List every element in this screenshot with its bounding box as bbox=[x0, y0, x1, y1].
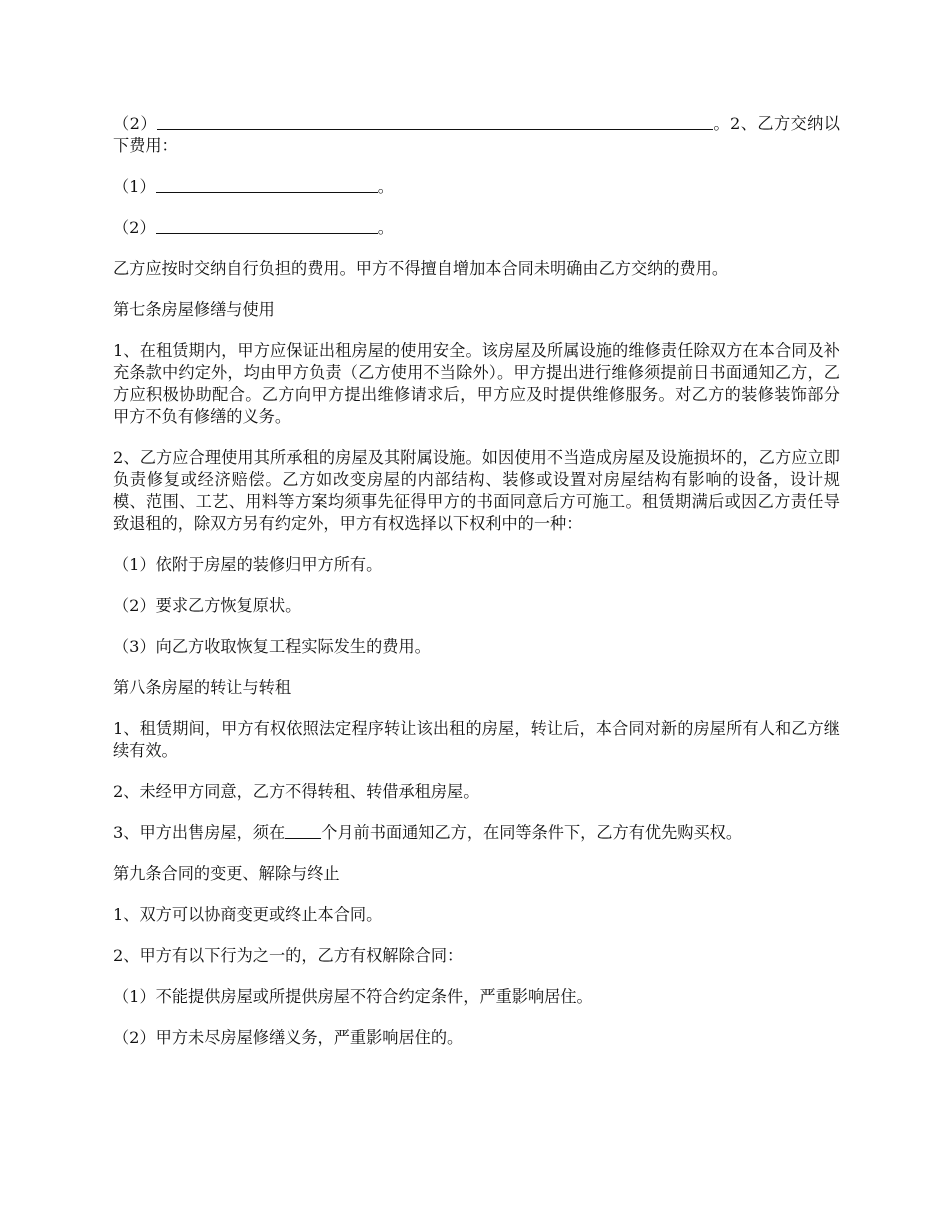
article-7-option-2: （2）要求乙方恢复原状。 bbox=[113, 596, 302, 615]
article-7-heading: 第七条房屋修缮与使用 bbox=[113, 300, 275, 319]
article-7-option-3: （3）向乙方收取恢复工程实际发生的费用。 bbox=[113, 637, 431, 656]
article-8-clause-1: 1、租赁期间，甲方有权依照法定程序转让该出租的房屋，转让后，本合同对新的房屋所有人和乙方继续有效。 bbox=[113, 719, 840, 760]
fill-in-blank bbox=[156, 218, 378, 234]
article-9-clause-2: 2、甲方有以下行为之一的，乙方有权解除合同： bbox=[113, 946, 464, 965]
fill-in-blank bbox=[285, 823, 321, 839]
contract-page bbox=[113, 113, 840, 1068]
article-9-option-1: （1）不能提供房屋或所提供房屋不符合约定条件，严重影响居住。 bbox=[113, 987, 593, 1006]
paragraph-text: 3、甲方出售房屋，须在 bbox=[113, 823, 286, 842]
item-number: （2） bbox=[113, 218, 156, 237]
fill-in-blank bbox=[156, 177, 378, 193]
article-7-option-1: （1）依附于房屋的装修归甲方所有。 bbox=[113, 555, 383, 574]
article-8-heading: 第八条房屋的转让与转租 bbox=[113, 678, 292, 697]
article-9-option-2: （2）甲方未尽房屋修缮义务，严重影响居住的。 bbox=[113, 1028, 464, 1047]
article-9-clause-1: 1、双方可以协商变更或终止本合同。 bbox=[113, 905, 383, 924]
article-8-clause-2: 2、未经甲方同意，乙方不得转租、转借承租房屋。 bbox=[113, 782, 480, 801]
paragraph-text: 。 bbox=[377, 218, 394, 237]
fill-in-blank bbox=[157, 114, 713, 130]
paragraph-text: 个月前书面通知乙方，在同等条件下，乙方有优先购买权。 bbox=[321, 823, 743, 842]
item-number: （2） bbox=[113, 114, 157, 133]
paragraph-text: 。 bbox=[377, 177, 394, 196]
paragraph-fee-item-2 bbox=[113, 113, 840, 157]
article-7-clause-1: 1、在租赁期内，甲方应保证出租房屋的使用安全。该房屋及所属设施的维修责任除双方在本合同及补充条款中约定外，均由甲方负责（乙方使用不当除外）。甲方提出进行维修须提前日书面通知乙方，乙方应积极协助配合。乙方向甲方提出维修请求后，甲方应及时提供维修服务。对乙方的装修装饰部分甲方不负有修缮的义务。 bbox=[113, 341, 840, 426]
article-7-clause-2: 2、乙方应合理使用其所承租的房屋及其附属设施。如因使用不当造成房屋及设施损坏的，乙方应立即负责修复或经济赔偿。乙方如改变房屋的内部结构、装修或设置对房屋结构有影响的设备，设计规模、范围、工艺、用料等方案均须事先征得甲方的书面同意后方可施工。租赁期满后或因乙方责任导致退租的，除双方另有约定外，甲方有权选择以下权利中的一种： bbox=[113, 448, 840, 533]
paragraph-text: 。2、乙方交纳以下费用： bbox=[113, 114, 840, 155]
article-9-heading: 第九条合同的变更、解除与终止 bbox=[113, 864, 340, 883]
paragraph-tenant-fee-1 bbox=[113, 176, 840, 198]
paragraph-tenant-fee-2 bbox=[113, 217, 840, 239]
paragraph-fee-payment: 乙方应按时交纳自行负担的费用。甲方不得擅自增加本合同未明确由乙方交纳的费用。 bbox=[113, 259, 729, 278]
item-number: （1） bbox=[113, 177, 156, 196]
article-8-clause-3 bbox=[113, 822, 840, 844]
